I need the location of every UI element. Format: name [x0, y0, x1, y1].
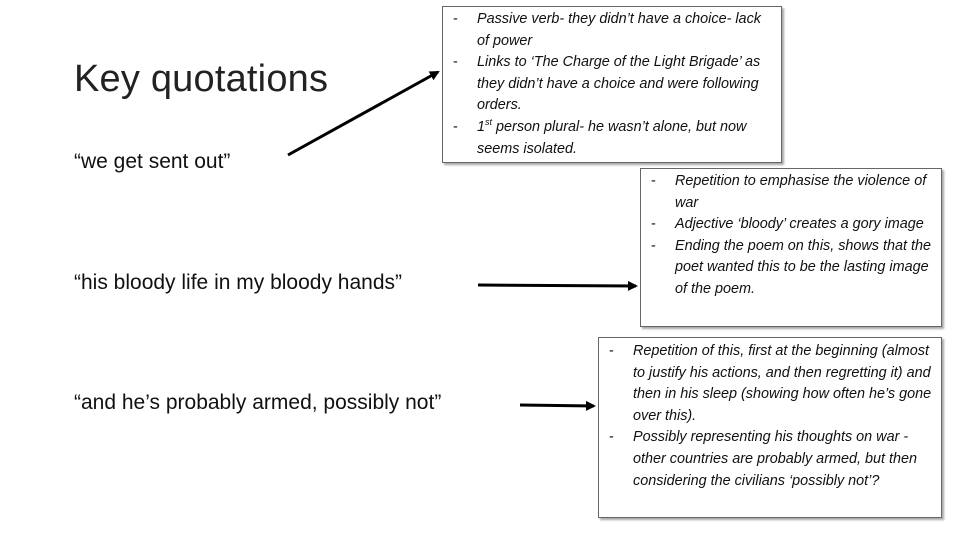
- annotation-point: - Possibly representing his thoughts on war - other countries are probably armed, but then considering the civilians ‘possibly not’?: [605, 427, 933, 492]
- page-title: Key quotations: [74, 58, 329, 100]
- annotation-point: - Repetition of this, first at the beginning (almost to justify his actions, and then regretting it) and then in his sleep (showing how often he’s gone over this).: [605, 341, 933, 427]
- ordinal-suffix: st: [485, 117, 493, 128]
- arrow-1: [288, 72, 438, 155]
- annotation-point: - Ending the poem on this, shows that the poet wanted this to be the lasting image of the poem.: [647, 236, 933, 301]
- annotation-point: - Adjective ‘bloody’ creates a gory image: [647, 214, 933, 236]
- quote-probably-armed: “and he’s probably armed, possibly not”: [74, 391, 442, 414]
- annotation-point: - Passive verb- they didn’t have a choice- lack of power: [449, 9, 771, 52]
- ordinal-number: 1: [477, 118, 486, 135]
- arrow-2: [478, 285, 636, 286]
- annotation-text: person plural- he wasn’t alone, but now seems isolated.: [477, 118, 747, 157]
- quote-bloody-life: “his bloody life in my bloody hands”: [74, 271, 403, 294]
- annotation-point: - Links to ‘The Charge of the Light Brigade’ as they didn’t have a choice and were following orders.: [449, 52, 771, 117]
- annotation-point: - Repetition to emphasise the violence of war: [647, 171, 933, 214]
- quote-we-get-sent-out: “we get sent out”: [74, 150, 231, 173]
- arrow-3: [520, 405, 594, 406]
